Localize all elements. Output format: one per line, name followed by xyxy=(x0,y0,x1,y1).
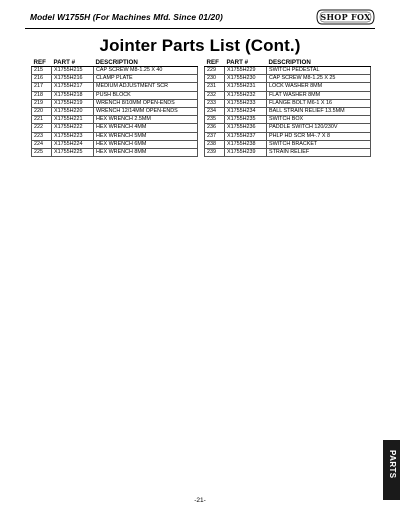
table-row xyxy=(32,124,198,132)
part-number-cell: X1755H224 xyxy=(52,140,94,148)
page-number: -21- xyxy=(194,497,206,504)
ref-cell: 233 xyxy=(205,99,225,107)
description-cell: FLAT WASHER 8MM xyxy=(267,91,371,99)
description-header: DESCRIPTION xyxy=(94,57,198,67)
table-row xyxy=(32,99,198,107)
table-row xyxy=(205,67,371,75)
table-row xyxy=(205,83,371,91)
model-title: Model W1755H (For Machines Mfd. Since 01/20) xyxy=(30,12,223,22)
part-number-cell: X1755H218 xyxy=(52,91,94,99)
table-row xyxy=(205,132,371,140)
part-number-cell: X1755H225 xyxy=(52,149,94,157)
part-number-cell: X1755H215 xyxy=(52,67,94,75)
table-row xyxy=(205,124,371,132)
part-number-cell: X1755H234 xyxy=(225,108,267,116)
part-number-cell: X1755H232 xyxy=(225,91,267,99)
description-cell: HEX WRENCH 8MM xyxy=(94,149,198,157)
ref-cell: 216 xyxy=(32,75,52,83)
ref-cell: 234 xyxy=(205,108,225,116)
description-cell: CAP SCREW M8-1.25 X 25 xyxy=(267,75,371,83)
table-row xyxy=(205,108,371,116)
part-number-cell: X1755H237 xyxy=(225,132,267,140)
ref-cell: 229 xyxy=(205,67,225,75)
description-cell: BALL STRAIN RELIEF 13.5MM xyxy=(267,108,371,116)
page-title: Jointer Parts List (Cont.) xyxy=(99,36,301,55)
description-cell: SWITCH BOX xyxy=(267,116,371,124)
part-header: PART # xyxy=(52,57,94,67)
ref-cell: 221 xyxy=(32,116,52,124)
logo-text: SHOP FOX xyxy=(320,12,371,22)
part-number-cell: X1755H222 xyxy=(52,124,94,132)
ref-cell: 222 xyxy=(32,124,52,132)
ref-cell: 215 xyxy=(32,67,52,75)
description-cell: SWITCH BRACKET xyxy=(267,140,371,148)
part-number-cell: X1755H217 xyxy=(52,83,94,91)
description-cell: CAP SCREW M8-1.25 X 40 xyxy=(94,67,198,75)
table-row xyxy=(32,108,198,116)
part-number-cell: X1755H236 xyxy=(225,124,267,132)
table-row xyxy=(205,99,371,107)
ref-cell: 232 xyxy=(205,91,225,99)
ref-cell: 230 xyxy=(205,75,225,83)
description-cell: MEDIUM ADJUSTMENT SCR xyxy=(94,83,198,91)
ref-cell: 225 xyxy=(32,149,52,157)
ref-cell: 224 xyxy=(32,140,52,148)
description-cell: LOCK WASHER 8MM xyxy=(267,83,371,91)
ref-cell: 220 xyxy=(32,108,52,116)
description-cell: HEX WRENCH 5MM xyxy=(94,132,198,140)
description-header: DESCRIPTION xyxy=(267,57,371,67)
part-number-cell: X1755H238 xyxy=(225,140,267,148)
part-number-cell: X1755H216 xyxy=(52,75,94,83)
table-row xyxy=(205,75,371,83)
table-row xyxy=(205,149,371,157)
table-row xyxy=(32,140,198,148)
table-row xyxy=(32,91,198,99)
description-cell: PHLP HD SCR M4-.7 X 8 xyxy=(267,132,371,140)
description-cell: WRENCH 12/14MM OPEN-ENDS xyxy=(94,108,198,116)
part-number-cell: X1755H235 xyxy=(225,116,267,124)
ref-cell: 237 xyxy=(205,132,225,140)
ref-cell: 223 xyxy=(32,132,52,140)
table-row xyxy=(205,116,371,124)
part-header: PART # xyxy=(225,57,267,67)
description-cell: HEX WRENCH 4MM xyxy=(94,124,198,132)
description-cell: PUSH BLOCK xyxy=(94,91,198,99)
description-cell: HEX WRENCH 6MM xyxy=(94,140,198,148)
table-row xyxy=(32,149,198,157)
parts-section-tab xyxy=(383,440,400,500)
part-number-cell: X1755H223 xyxy=(52,132,94,140)
table-row xyxy=(32,75,198,83)
description-cell: CLAMP PLATE xyxy=(94,75,198,83)
table-header-row xyxy=(32,57,198,67)
table-row xyxy=(32,67,198,75)
part-number-cell: X1755H229 xyxy=(225,67,267,75)
ref-cell: 238 xyxy=(205,140,225,148)
part-number-cell: X1755H219 xyxy=(52,99,94,107)
description-cell: PADDLE SWITCH 120/230V xyxy=(267,124,371,132)
description-cell: STRAIN RELIEF xyxy=(267,149,371,157)
part-number-cell: X1755H233 xyxy=(225,99,267,107)
part-number-cell: X1755H239 xyxy=(225,149,267,157)
ref-cell: 218 xyxy=(32,91,52,99)
ref-header: REF xyxy=(32,57,52,67)
ref-header: REF xyxy=(205,57,225,67)
description-cell: SWITCH PEDESTAL xyxy=(267,67,371,75)
description-cell: WRENCH 8/10MM OPEN-ENDS xyxy=(94,99,198,107)
description-cell: HEX WRENCH 2.5MM xyxy=(94,116,198,124)
description-cell: FLANGE BOLT M6-1 X 16 xyxy=(267,99,371,107)
shop-fox-logo xyxy=(316,9,375,25)
table-row xyxy=(32,132,198,140)
ref-cell: 239 xyxy=(205,149,225,157)
part-number-cell: X1755H221 xyxy=(52,116,94,124)
ref-cell: 235 xyxy=(205,116,225,124)
ref-cell: 236 xyxy=(205,124,225,132)
parts-table-left xyxy=(31,57,198,157)
side-tab-label: PARTS xyxy=(388,450,397,479)
table-row xyxy=(205,140,371,148)
table-row xyxy=(205,91,371,99)
page-header xyxy=(25,8,375,29)
table-row xyxy=(32,116,198,124)
parts-table-right xyxy=(204,57,371,157)
part-number-cell: X1755H220 xyxy=(52,108,94,116)
ref-cell: 217 xyxy=(32,83,52,91)
part-number-cell: X1755H230 xyxy=(225,75,267,83)
part-number-cell: X1755H231 xyxy=(225,83,267,91)
table-row xyxy=(32,83,198,91)
ref-cell: 219 xyxy=(32,99,52,107)
ref-cell: 231 xyxy=(205,83,225,91)
table-header-row xyxy=(205,57,371,67)
